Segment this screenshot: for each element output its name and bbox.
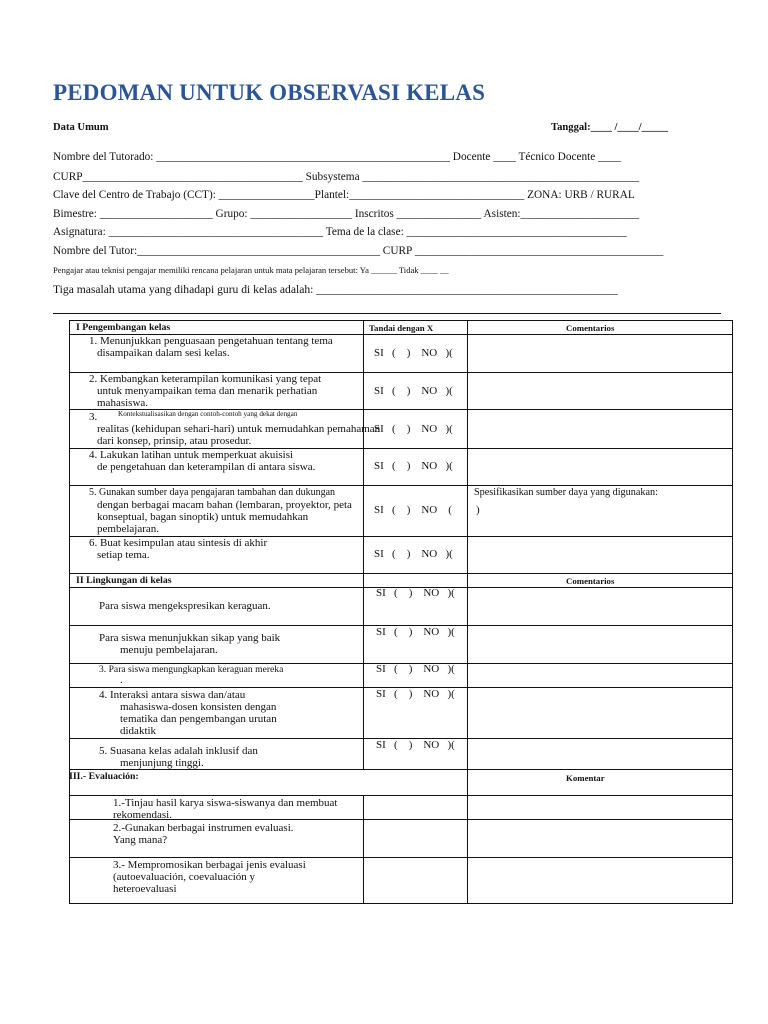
item3-line3: dari konsep, prinsip, atau prosedur. (97, 435, 252, 447)
item4-line2: de pengetahuan dan keterampilan di antara siswa. (97, 461, 316, 473)
section2-title: II Lingkungan di kelas (76, 575, 172, 586)
section3-comment-header: Komentar (566, 773, 605, 783)
item3-number: 3. (89, 411, 98, 423)
item1-line2: disampaikan dalam sesi kelas. (97, 347, 230, 359)
item3-line1: Kontekstualisasikan dengan contoh-contoh yang dekat dengan (118, 410, 298, 418)
section2-comment-header: Comentarios (566, 576, 615, 586)
item2-line1: 2. Kembangkan keterampilan komunikasi yang tepat (89, 373, 322, 385)
bimestre-field[interactable]: Bimestre: ____________________ Grupo: __________________ Inscritos _______________ Asisten:_____________________ (53, 208, 640, 220)
s2-item1-line1: Para siswa mengekspresikan keraguan. (99, 600, 271, 612)
tutor-field[interactable]: Nombre del Tutor:___________________________________________ CURP ____________________________________________ (53, 245, 664, 257)
s2-item5-line2: menjunjung tinggi. (120, 757, 204, 769)
s3-item2-line2: Yang mana? (113, 834, 168, 846)
item6-checkbox[interactable]: SI ( ) NO )( (374, 548, 453, 560)
item5-checkbox[interactable]: SI ( ) NO ( (374, 504, 452, 516)
item5-comment-paren: ) (476, 504, 480, 516)
item3-line2: realitas (kehidupan sehari-hari) untuk memudahkan pemahaman (97, 423, 381, 435)
item2-line2: untuk menyampaikan tema dan menarik perhatian (97, 385, 318, 397)
s3-item2-line1: 2.-Gunakan berbagai instrumen evaluasi. (113, 822, 294, 834)
item5-line4: pembelajaran. (97, 523, 159, 535)
item6-line1: 6. Buat kesimpulan atau sintesis di akhir (89, 537, 268, 549)
tutorado-field[interactable]: Nombre del Tutorado: ____________________________________________________ Docente ____ Técnico Docente ____ (53, 151, 621, 163)
curp-field[interactable]: CURP_______________________________________ Subsystema _________________________________________________ (53, 171, 640, 183)
item6-line2: setiap tema. (97, 549, 150, 561)
s3-item3-line2: (autoevaluación, coevaluación y (113, 871, 256, 883)
problems-field[interactable]: Tiga masalah utama yang dihadapi guru di kelas adalah: ____________________________________________________ (53, 283, 618, 296)
item2-checkbox[interactable]: SI ( ) NO )( (374, 385, 453, 397)
section1-title: I Pengembangan kelas (76, 322, 171, 333)
s2-item4-line1: 4. Interaksi antara siswa dan/atau (99, 689, 246, 701)
comment-header: Comentarios (566, 323, 615, 333)
mark-header: Tandai dengan X (369, 323, 434, 333)
s2-item2-checkbox[interactable]: SI ( ) NO )( (376, 626, 455, 638)
date-field[interactable]: Tanggal:____ /____/_____ (551, 122, 669, 133)
item3-checkbox[interactable]: SI ( ) NO )( (374, 423, 453, 435)
s2-item5-line1: 5. Suasana kelas adalah inklusif dan (99, 745, 258, 757)
s2-item4-checkbox[interactable]: SI ( ) NO )( (376, 688, 455, 700)
item4-checkbox[interactable]: SI ( ) NO )( (374, 460, 453, 472)
s2-item4-line2: mahasiswa-dosen konsisten dengan (120, 701, 277, 713)
s2-item5-checkbox[interactable]: SI ( ) NO )( (376, 739, 455, 751)
s3-item3-line1: 3.- Mempromosikan berbagai jenis evaluasi (113, 859, 306, 871)
item4-line1: 4. Lakukan latihan untuk memperkuat akuisisi (89, 449, 294, 461)
s2-item3-checkbox[interactable]: SI ( ) NO )( (376, 663, 455, 675)
item1-line1: 1. Menunjukkan penguasaan pengetahuan tentang tema (89, 335, 333, 347)
s2-item3-line2: . (120, 674, 123, 686)
s3-item1-line1: 1.-Tinjau hasil karya siswa-siswanya dan membuat (113, 797, 338, 809)
item5-line2: dengan berbagai macam bahan (lembaran, proyektor, peta (97, 499, 352, 511)
s2-item2-line1: Para siswa menunjukkan sikap yang baik (99, 632, 281, 644)
s3-item3-line3: heteroevaluasi (113, 883, 177, 895)
lesson-plan-question[interactable]: Pengajar atau teknisi pengajar memiliki rencana pelajaran untuk mata pelajaran tersebut: Ya ______ Tidak ____ __ (53, 265, 449, 275)
item5-comment: Spesifikasikan sumber daya yang digunakan: (474, 487, 658, 498)
s2-item4-line3: tematika dan pengembangan urutan (120, 713, 277, 725)
s3-item1-line2: rekomendasi. (113, 809, 172, 821)
page-title: PEDOMAN UNTUK OBSERVASI KELAS (53, 80, 486, 105)
section3-title: III.- Evaluación: (69, 771, 139, 782)
s2-item4-line4: didaktik (120, 725, 157, 737)
s2-item3-line1: 3. Para siswa mengungkapkan keraguan mereka (99, 664, 284, 675)
s2-item1-checkbox[interactable]: SI ( ) NO )( (376, 587, 455, 599)
s2-item2-line2: menuju pembelajaran. (120, 644, 218, 656)
cct-field[interactable]: Clave del Centro de Trabajo (CCT): _________________Plantel:_______________________________ ZONA: URB / RURAL (53, 189, 635, 201)
item5-line1: 5. Gunakan sumber daya pengajaran tambahan dan dukungan (89, 487, 336, 498)
answer-line (53, 313, 721, 314)
item1-checkbox[interactable]: SI ( ) NO )( (374, 347, 453, 359)
item2-line3: mahasiswa. (97, 397, 149, 409)
data-umum-label: Data Umum (53, 122, 109, 133)
item5-line3: konseptual, bagan sinoptik) untuk memudahkan (97, 511, 309, 523)
asignatura-field[interactable]: Asignatura: ______________________________________ Tema de la clase: _______________________________________ (53, 226, 627, 238)
